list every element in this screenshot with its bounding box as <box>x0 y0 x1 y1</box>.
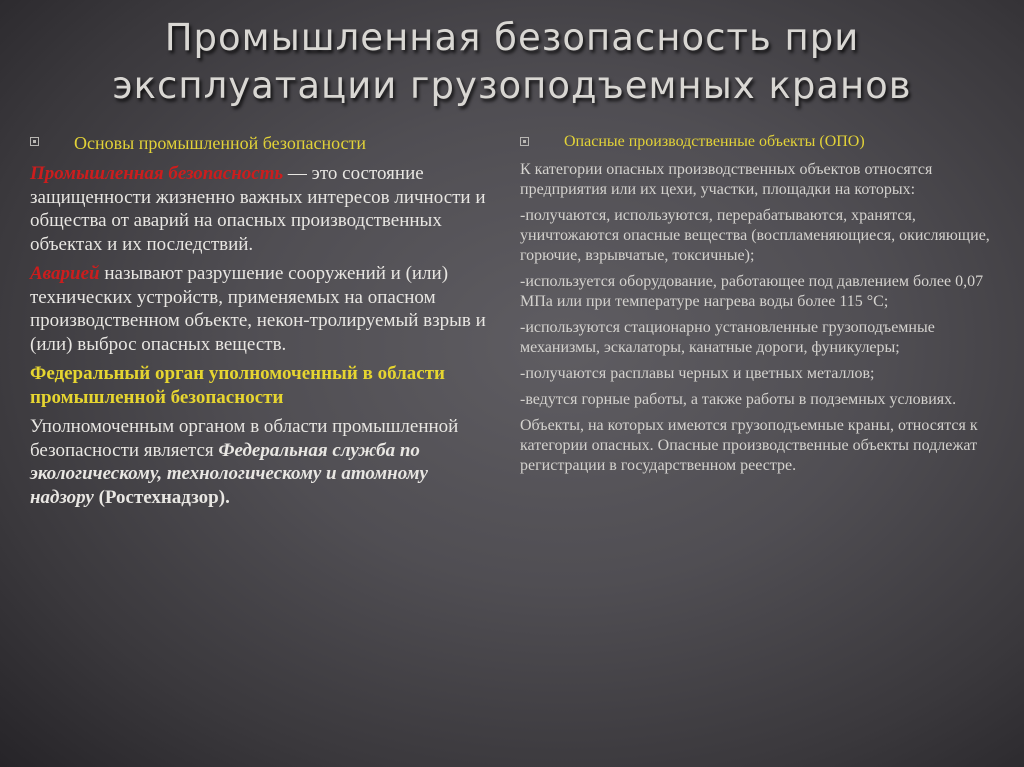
term-accident: Аварией <box>30 263 100 284</box>
authorized-body-text: Уполномоченным органом в области промышленной безопасности является <box>30 416 459 461</box>
definition-industrial-safety <box>30 162 490 256</box>
left-column <box>30 128 490 515</box>
opo-paragraph-intro: К категории опасных производственных объектов относятся предприятия или их цехи, участки, площадки на которых: <box>520 161 933 198</box>
opo-paragraph-mining: -ведутся горные работы, а также работы в подземных условиях. <box>520 391 957 408</box>
opo-paragraph-cranes: Объекты, на которых имеются грузоподъемные краны, относятся к категории опасных. Опасные производственные объекты подлежат регистрации в государственном реестре. <box>520 417 978 474</box>
authorized-body-paragraph <box>30 415 490 509</box>
left-heading-text: Основы промышленной безопасности <box>74 133 367 153</box>
agency-abbreviation: (Ростехнадзор). <box>98 486 230 508</box>
opo-paragraph-lifting: -используются стационарно установленные грузоподъемные механизмы, эскалаторы, канатные дороги, фуникулеры; <box>520 319 935 356</box>
definition-industrial-safety-text: — это состояние защищенности жизненно важных интересов личности и общества от аварий на опасных производственных объектах и их последствий. <box>30 163 486 255</box>
left-heading <box>30 132 490 154</box>
opo-paragraph-substances: -получаются, используются, перерабатываются, хранятся, уничтожаются опасные вещества (воспламеняющиеся, окисляющие, горючие, взрывчатые, токсичные); <box>520 207 990 264</box>
definition-accident <box>30 262 490 356</box>
right-column <box>520 128 990 482</box>
square-bullet-icon <box>520 137 529 146</box>
right-heading-text: Опасные производственные объекты (ОПО) <box>564 133 865 150</box>
slide-title-line-2: эксплуатации грузоподъемных кранов <box>112 64 912 107</box>
definition-accident-text: называют разрушение сооружений и (или) технических устройств, применяемых на опасном производственном объекте, некон-тролируемый взрыв и (или) выброс опасных веществ. <box>30 263 486 355</box>
right-heading <box>520 132 990 152</box>
opo-paragraph-metals: -получаются расплавы черных и цветных металлов; <box>520 365 875 382</box>
agency-name: Федеральная служба по экологическому, технологическому и атомному надзору <box>30 439 428 508</box>
slide-title-line-1: Промышленная безопасность при <box>164 16 860 59</box>
slide-title <box>60 14 964 110</box>
federal-authority-heading: Федеральный орган уполномоченный в области промышленной безопасности <box>30 363 445 408</box>
opo-paragraph-pressure: -используется оборудование, работающее под давлением более 0,07 МПа или при температуре нагрева воды более 115 °С; <box>520 273 984 310</box>
square-bullet-icon <box>30 137 39 146</box>
term-industrial-safety: Промышленная безопасность <box>30 163 284 184</box>
